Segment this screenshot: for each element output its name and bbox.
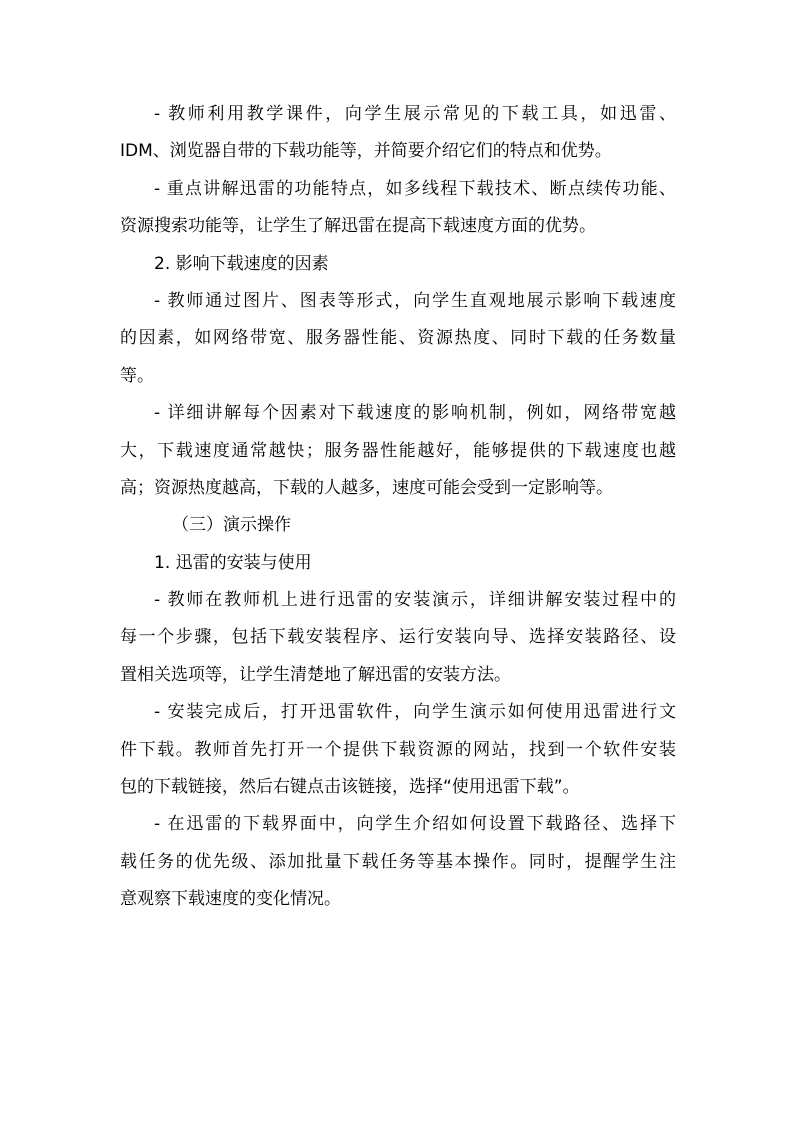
- paragraph-p7: [120, 806, 676, 918]
- text-line: - 教师利用教学课件，向学生展示常见的下载工具，如迅雷、: [154, 104, 676, 124]
- subheading-install: 1. 迅雷的安装与使用: [154, 552, 312, 573]
- text-line: 每一个步骤，包括下载安装程序、运行安装向导、选择安装路径、设: [120, 627, 676, 648]
- text-line: 置相关选项等，让学生清楚地了解迅雷的安装方法。: [120, 664, 511, 685]
- text-line: 件下载。教师首先打开一个提供下载资源的网站，找到一个软件安装: [120, 739, 676, 760]
- text-line: - 教师通过图片、图表等形式，向学生直观地展示影响下载速度: [154, 290, 676, 311]
- text-line: - 安装完成后，打开迅雷软件，向学生演示如何使用迅雷进行文: [154, 702, 676, 723]
- text-line: 大，下载速度通常越快；服务器性能越好，能够提供的下载速度也越: [120, 440, 676, 461]
- text-line: 意观察下载速度的变化情况。: [120, 889, 341, 910]
- paragraph-p3: [120, 283, 676, 395]
- text-line: - 详细讲解每个因素对下载速度的影响机制，例如，网络带宽越: [154, 403, 676, 424]
- text-line: - 教师在教师机上进行迅雷的安装演示，详细讲解安装过程中的: [154, 590, 676, 611]
- paragraph-p1: [120, 96, 676, 171]
- text-line: 的因素，如网络带宽、服务器性能、资源热度、同时下载的任务数量: [120, 328, 676, 349]
- paragraph-p6: [120, 694, 676, 806]
- subheading-factors: 2. 影响下载速度的因素: [154, 253, 329, 274]
- text-line: 等。: [120, 365, 154, 386]
- paragraph-p5: [120, 582, 676, 694]
- text-line: 高；资源热度越高，下载的人越多，速度可能会受到一定影响等。: [120, 477, 613, 498]
- section-heading-demo: （三）演示操作: [172, 515, 291, 536]
- text-line: - 在迅雷的下载界面中，向学生介绍如何设置下载路径、选择下: [154, 814, 676, 835]
- text-line: 资源搜索功能等，让学生了解迅雷在提高下载速度方面的优势。: [120, 216, 596, 237]
- paragraph-p4: [120, 395, 676, 507]
- text-line: IDM、浏览器自带的下载功能等，并简要介绍它们的特点和优势。: [120, 141, 612, 162]
- text-line: 包的下载链接，然后右键点击该链接，选择“使用迅雷下载”。: [120, 777, 580, 798]
- document-page: [120, 96, 676, 919]
- paragraph-p2: [120, 171, 676, 246]
- text-line: 载任务的优先级、添加批量下载任务等基本操作。同时，提醒学生注: [120, 851, 676, 872]
- text-line: - 重点讲解迅雷的功能特点，如多线程下载技术、断点续传功能、: [154, 178, 676, 199]
